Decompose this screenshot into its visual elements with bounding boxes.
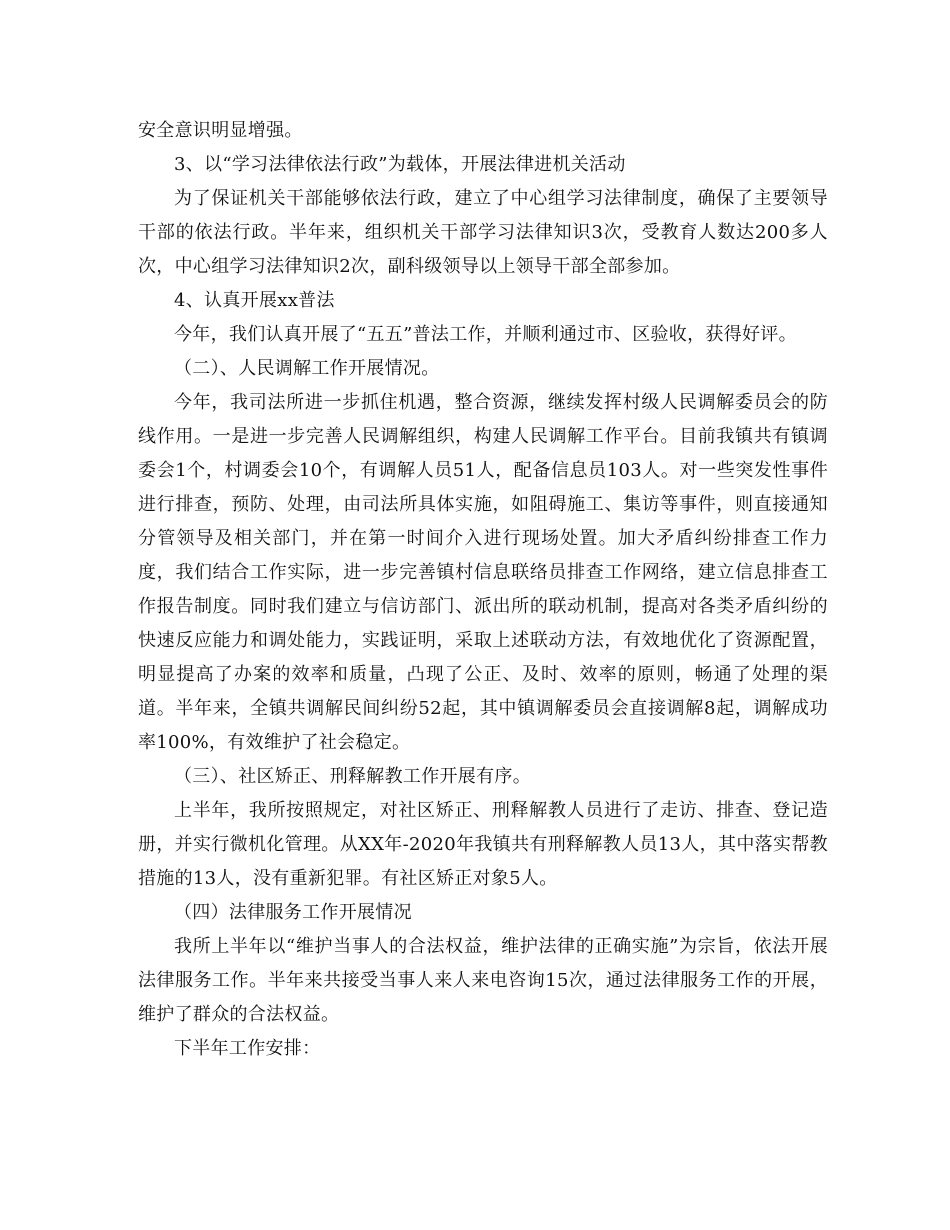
paragraph-mediation: 今年，我司法所进一步抓住机遇，整合资源，继续发挥村级人民调解委员会的防线作用。一是进一步完善人民调解组织，构建人民调解工作平台。目前我镇共有镇调委会1个，村调委会10个，有调解人员51人，配备信息员103人。对一些突发性事件进行排查，预防、处理，由司法所具体实施，如阻碍施工、集访等事件，则直接通知分管领导及相关部门，并在第一时间介入进行现场处置。加大矛盾纠纷排查工作力度，我们结合工作实际，进一步完善镇村信息联络员排查工作网络，建立信息排查工作报告制度。同时我们建立与信访部门、派出所的联动机制，提高对各类矛盾纠纷的快速反应能力和调处能力，实践证明，采取上述联动方法，有效地优化了资源配置，明显提高了办案的效率和质量，凸现了公正、及时、效率的原则，畅通了处理的渠道。半年来，全镇共调解民间纠纷52起，其中镇调解委员会直接调解8起，调解成功率100%，有效维护了社会稳定。: [138, 392, 828, 753]
section-heading-mediation: （二）、人民调解工作开展情况。: [174, 358, 440, 379]
section-heading-legal-service: （四）法律服务工作开展情况: [174, 902, 412, 923]
paragraph-law-study: 为了保证机关干部能够依法行政，建立了中心组学习法律制度，确保了主要领导干部的依法行政。半年来，组织机关干部学习法律知识3次，受教育人数达200多人次，中心组学习法律知识2次，副科级领导以上领导干部全部参加。: [138, 188, 828, 277]
paragraph-continuation: 安全意识明显增强。: [138, 120, 303, 141]
document-body: [138, 114, 828, 1066]
section-heading-3: 3、以“学习法律依法行政”为载体，开展法律进机关活动: [174, 154, 626, 175]
paragraph-legal-education: 今年，我们认真开展了“五五”普法工作，并顺利通过市、区验收，获得好评。: [174, 324, 797, 345]
section-heading-next-half: 下半年工作安排：: [174, 1038, 321, 1059]
section-heading-correction: （三）、社区矫正、刑释解教工作开展有序。: [174, 766, 531, 787]
paragraph-legal-service: 我所上半年以“维护当事人的合法权益，维护法律的正确实施”为宗旨，依法开展法律服务工作。半年来共接受当事人来人来电咨询15次，通过法律服务工作的开展，维护了群众的合法权益。: [138, 936, 828, 1025]
paragraph-correction: 上半年，我所按照规定，对社区矫正、刑释解教人员进行了走访、排查、登记造册，并实行微机化管理。从XX年-2020年我镇共有刑释解教人员13人，其中落实帮教措施的13人，没有重新犯罪。有社区矫正对象5人。: [138, 800, 828, 889]
section-heading-4: 4、认真开展xx普法: [174, 290, 335, 311]
